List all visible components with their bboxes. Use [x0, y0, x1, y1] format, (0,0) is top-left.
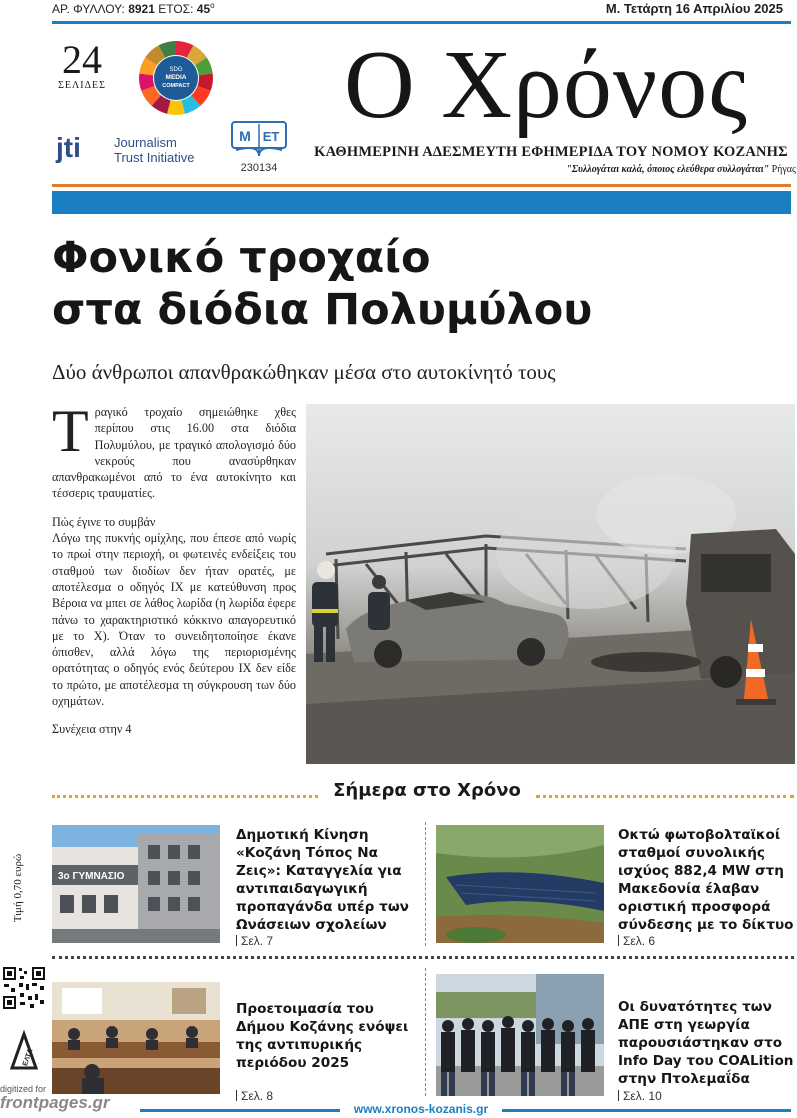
- teaser-1-ref: [236, 934, 273, 948]
- year-suffix: ο: [210, 1, 215, 10]
- teaser-3-ref: [236, 1089, 273, 1103]
- price-label: [10, 850, 26, 930]
- footer-url[interactable]: www.xronos-kozanis.gr: [353, 1102, 489, 1116]
- met-registry-badge: [228, 120, 290, 176]
- sdg-logo-line2: MEDIA: [165, 74, 187, 81]
- qr-code-icon[interactable]: [2, 966, 46, 1010]
- newspaper-subtitle: ΚΑΘΗΜΕΡΙΝΗ ΑΔΕΣΜΕΥΤΗ ΕΦΗΜΕΡΙΔΑ ΤΟΥ ΝΟΜΟΥ ΚΟΖΑΝΗΣ: [314, 144, 788, 160]
- footer: [140, 1104, 791, 1116]
- article-subheading: Πώς έγινε το συμβάν: [52, 514, 156, 529]
- column-divider: [425, 822, 426, 946]
- section-title: Σήμερα στο Χρόνο: [333, 780, 521, 801]
- page-count-number: 24: [62, 37, 102, 82]
- headline-line1: Φονικό τροχαίο: [52, 233, 431, 283]
- teaser-4-ref: [618, 1089, 662, 1103]
- motto-quote: "Συλλογάται καλά, όποιος ελεύθερα συλλογάται": [566, 164, 770, 175]
- year-label: ΕΤΟΣ:: [158, 2, 194, 16]
- jti-line1: Journalism: [114, 135, 177, 150]
- jti-mark: jti: [56, 132, 81, 163]
- sdg-logo-line3: COMPACT: [162, 83, 190, 89]
- top-rule: [52, 21, 791, 24]
- article-para1-text: ραγικό τροχαίο σημειώθηκε χθες περίπου στις 16.00 στα διόδια Πολυμύλου, με τραγικό απολογισμό δύο νεκρούς που ανασύρθηκαν απανθρακωμένοι από το ένα αυτοκίνητο και τέσσερις τραυματίες.: [52, 405, 296, 501]
- jti-text: [114, 135, 194, 165]
- main-headline: [52, 232, 792, 336]
- issue-info: [52, 1, 215, 16]
- year-number: 45: [196, 2, 211, 16]
- motto-author: Ρήγας: [771, 164, 796, 175]
- issue-label: ΑΡ. ΦΥΛΛΟΥ:: [52, 2, 125, 16]
- teaser-1-photo-sign: 3ο ΓΥΜΝΑΣΙΟ: [58, 871, 125, 882]
- teaser-row-divider: [52, 956, 794, 959]
- article-para1: [52, 398, 296, 502]
- teaser-2-text[interactable]: Οκτώ φωτοβολταϊκοί σταθμοί συνολικής ισχύος 882,4 MW στη Μακεδονία έλαβαν οριστική προσφορά σύνδεσης με το δίκτυο: [618, 827, 794, 933]
- teaser-3-text[interactable]: Προετοιμασία του Δήμου Κοζάνης ενόψει της αντιπυρικής περιόδου 2025: [236, 1001, 409, 1071]
- jti-logo: [56, 132, 226, 166]
- orange-rule: [52, 184, 791, 187]
- elta-logo: [8, 1028, 40, 1074]
- teaser-4-photo: [436, 974, 604, 1096]
- blue-band: [52, 191, 791, 214]
- top-strip: [52, 0, 791, 18]
- teaser-2-ref: [618, 934, 655, 948]
- section-header: [0, 780, 797, 810]
- price-text: Τιμή 0,70 ευρώ: [12, 853, 24, 923]
- issue-number: 8921: [128, 2, 155, 16]
- teaser-1-page: Σελ. 7: [241, 934, 274, 948]
- accident-photo: [306, 404, 795, 764]
- jti-line2: Trust Initiative: [114, 150, 195, 165]
- met-number: 230134: [240, 162, 278, 174]
- newspaper-title: Ο Χρόνος: [343, 31, 749, 139]
- teaser-4-page: Σελ. 10: [623, 1089, 662, 1103]
- issue-date: Μ. Τετάρτη 16 Απριλίου 2025: [605, 1, 783, 16]
- teaser-1-photo: [52, 825, 220, 943]
- teaser-1-text[interactable]: Δημοτική Κίνηση «Κοζάνη Τόπος Να Ζεις»: Καταγγελία για αντιπαιδαγωγική προπαγάνδα υπέρ των Ωνάσειων σχολείων: [236, 827, 409, 933]
- column-divider-2: [425, 968, 426, 1096]
- met-letter-left: Μ: [239, 128, 251, 144]
- teaser-4-text[interactable]: Οι δυνατότητες των ΑΠΕ στη γεωργία παρουσιάστηκαν στο Info Day του COALition στην Πτολεμαΐδα: [618, 999, 794, 1087]
- met-letter-right: ΕΤ: [262, 129, 280, 144]
- teaser-2-photo: [436, 825, 604, 943]
- digitized-label: digitized for: [0, 1084, 47, 1094]
- frontpages-watermark: [0, 1084, 130, 1112]
- frontpages-label: frontpages.gr: [0, 1093, 110, 1112]
- section-dots-right: [536, 795, 794, 798]
- footer-line-right: [502, 1109, 791, 1112]
- sdg-media-compact-logo: [138, 40, 214, 116]
- article-para2: Λόγω της πυκνής ομίχλης, που έπεσε από νωρίς το πρωί στην περιοχή, οι φωτεινές ενδείξεις του σταθμού των διοδίων δεν ήταν ορατές, με αποτέλεσμα ο οδηγός ΙΧ με κατεύθυνση προς Βέροια να μπει σε λάθος λωρίδα (η λωρίδα έφερε πάνω το χαρακτηριστικό κόκκινο απαγορευτικό με το Χ). Όταν το συνειδητοποίησε έκανε όπισθεν, αλλά λόγω της περιορισμένης ορατότητας ο οδηγός ενός δεύτερου ΙΧ δεν είδε το πρώτο, με αποτέλεσμα τη σύγκρουση των δύο οχημάτων.: [52, 531, 296, 709]
- section-dots-left: [52, 795, 318, 798]
- page-count: [52, 37, 112, 91]
- met-book-icon: [228, 120, 290, 160]
- sdg-logo-line1: SDG: [169, 67, 183, 73]
- teaser-3-photo: [52, 982, 220, 1094]
- footer-line-left: [140, 1109, 340, 1112]
- teaser-3-page: Σελ. 8: [241, 1089, 274, 1103]
- page-count-label: ΣΕΛΙΔΕΣ: [58, 80, 106, 91]
- drop-cap: Τ: [52, 398, 89, 464]
- main-article: [52, 398, 296, 738]
- headline-line2: στα διόδια Πολυμύλου: [52, 285, 593, 335]
- article-continued[interactable]: Συνέχεια στην 4: [52, 722, 132, 737]
- main-lead: Δύο άνθρωποι απανθρακώθηκαν μέσα στο αυτοκίνητό τους: [52, 360, 556, 384]
- teaser-2-page: Σελ. 6: [623, 934, 656, 948]
- newspaper-motto: [306, 164, 796, 175]
- elta-logo-text: ΕΛΤΑ: [21, 1048, 35, 1067]
